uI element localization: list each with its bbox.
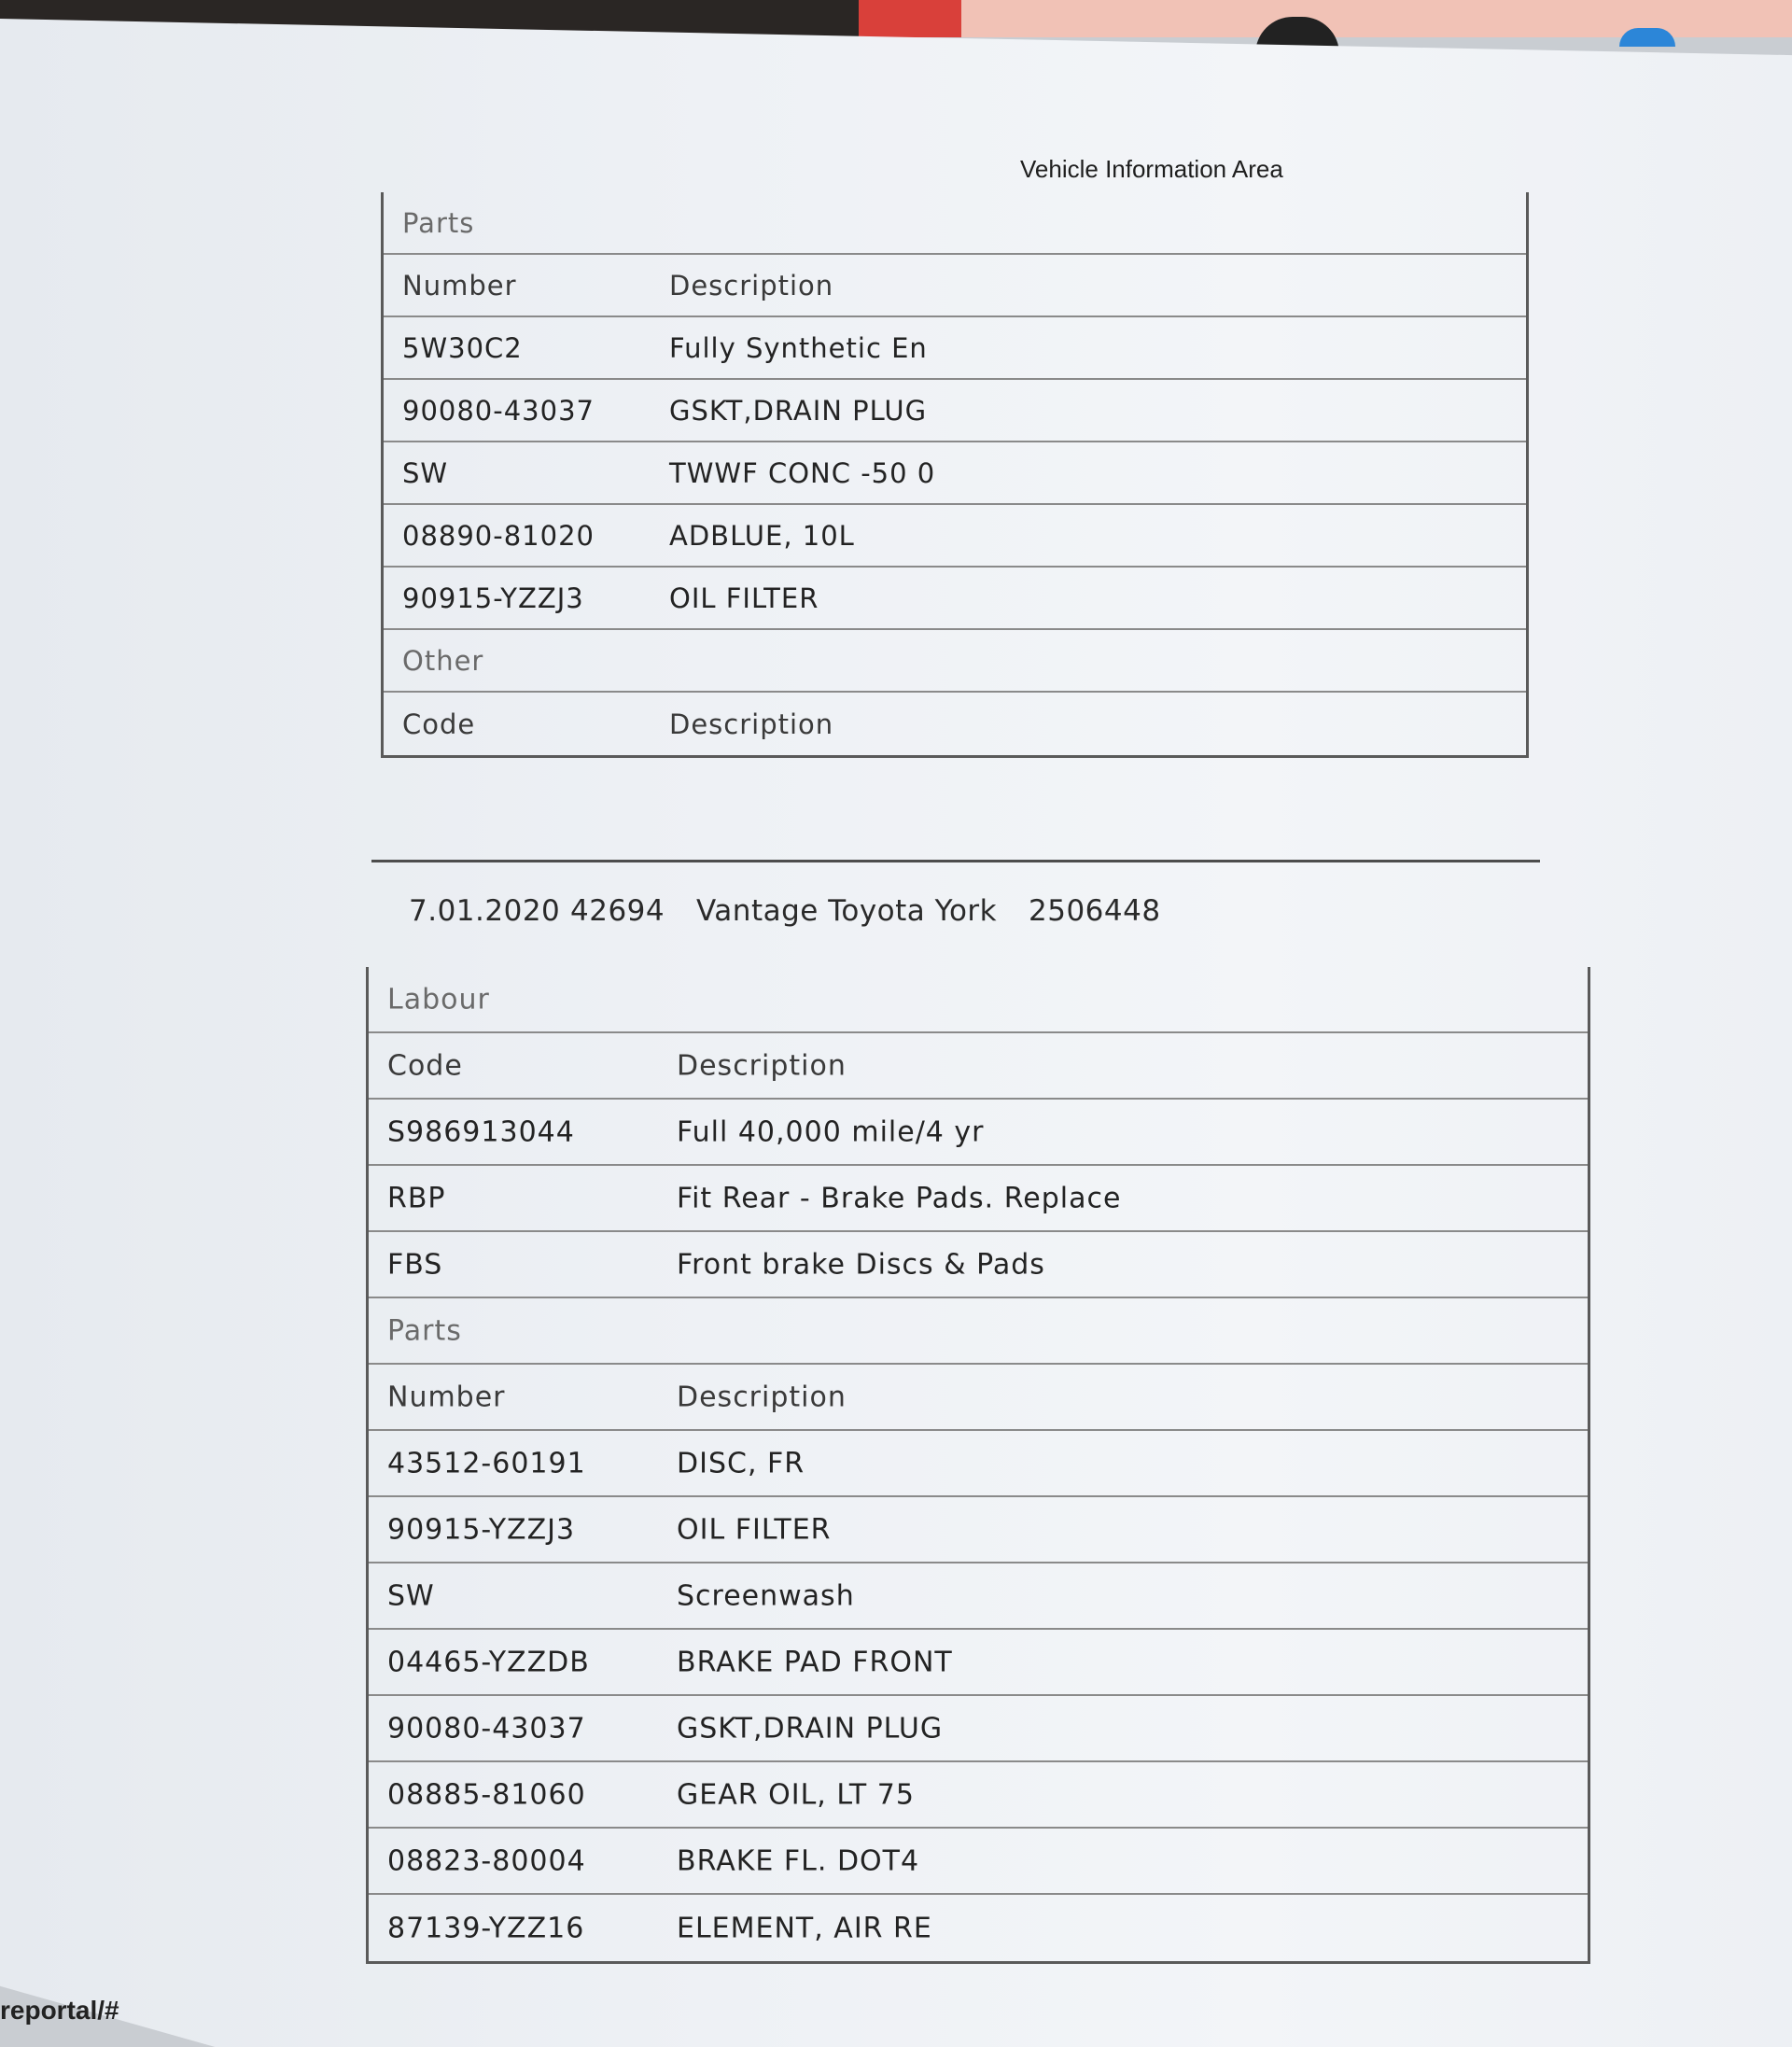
item-description: GEAR OIL, LT 75 — [677, 1778, 915, 1811]
section-title-row — [369, 1298, 1588, 1365]
page-heading: Vehicle Information Area — [1020, 155, 1283, 183]
browser-url-footer: reportal/# — [0, 1996, 119, 2025]
column-header-row — [384, 693, 1526, 755]
item-description: DISC, FR — [677, 1447, 805, 1479]
item-code: 43512-60191 — [387, 1447, 586, 1479]
item-description: BRAKE FL. DOT4 — [677, 1844, 920, 1877]
table-row — [369, 1431, 1588, 1497]
column-header: Code — [387, 1049, 463, 1082]
table-row — [384, 317, 1526, 380]
background-blue-object — [1619, 28, 1675, 47]
item-code: 08890-81020 — [402, 519, 595, 552]
table-row — [369, 1696, 1588, 1762]
column-header: Description — [677, 1381, 847, 1413]
table-row — [369, 1100, 1588, 1166]
column-header-row — [369, 1365, 1588, 1431]
item-code: 08823-80004 — [387, 1844, 586, 1877]
section-title-row — [384, 630, 1526, 693]
item-code: 90915-YZZJ3 — [402, 582, 584, 614]
table-row — [369, 1630, 1588, 1696]
column-header: Number — [402, 269, 517, 301]
item-description: GSKT,DRAIN PLUG — [669, 394, 928, 427]
section-title: Labour — [387, 983, 490, 1016]
item-description: Full 40,000 mile/4 yr — [677, 1115, 985, 1148]
item-code: 04465-YZZDB — [387, 1646, 590, 1678]
item-description: Fully Synthetic En — [669, 331, 928, 364]
item-description: TWWF CONC -50 0 — [669, 456, 936, 489]
section-title: Parts — [402, 206, 475, 239]
table-row — [384, 380, 1526, 442]
table-row — [369, 1762, 1588, 1829]
table-row — [369, 1895, 1588, 1961]
item-code: 5W30C2 — [402, 331, 523, 364]
table-row — [369, 1166, 1588, 1232]
visit-date: 7.01.2020 — [409, 894, 561, 928]
item-code: 90915-YZZJ3 — [387, 1513, 576, 1546]
column-header: Description — [669, 708, 834, 740]
item-description: BRAKE PAD FRONT — [677, 1646, 953, 1678]
column-header: Description — [669, 269, 834, 301]
item-description: ADBLUE, 10L — [669, 519, 855, 552]
table-row — [384, 442, 1526, 505]
item-description: Front brake Discs & Pads — [677, 1248, 1045, 1281]
item-code: RBP — [387, 1182, 446, 1214]
column-header: Number — [387, 1381, 506, 1413]
table-row — [369, 1563, 1588, 1630]
item-description: OIL FILTER — [677, 1513, 832, 1546]
table-row — [369, 1829, 1588, 1895]
visit-dealer: Vantage Toyota York — [696, 894, 998, 928]
section-title: Other — [402, 644, 484, 677]
section-title-row — [369, 967, 1588, 1033]
section-title: Parts — [387, 1314, 462, 1347]
column-header: Code — [402, 708, 476, 740]
item-description: OIL FILTER — [669, 582, 819, 614]
record-divider — [371, 860, 1540, 862]
section-title-row — [384, 192, 1526, 255]
visit-mileage: 42694 — [570, 894, 665, 928]
item-code: SW — [387, 1579, 435, 1612]
item-code: FBS — [387, 1248, 443, 1281]
item-code: SW — [402, 456, 449, 489]
service-history-table-1 — [381, 192, 1529, 758]
item-description: Screenwash — [677, 1579, 855, 1612]
table-row — [369, 1497, 1588, 1563]
item-description: Fit Rear - Brake Pads. Replace — [677, 1182, 1122, 1214]
item-code: 90080-43037 — [402, 394, 595, 427]
table-row — [384, 568, 1526, 630]
item-description: ELEMENT, AIR RE — [677, 1912, 932, 1944]
item-code: S986913044 — [387, 1115, 575, 1148]
table-row — [369, 1232, 1588, 1298]
item-description: GSKT,DRAIN PLUG — [677, 1712, 944, 1745]
table-row — [384, 505, 1526, 568]
service-history-table-2 — [366, 967, 1590, 1964]
item-code: 90080-43037 — [387, 1712, 586, 1745]
item-code: 08885-81060 — [387, 1778, 586, 1811]
column-header: Description — [677, 1049, 847, 1082]
column-header-row — [384, 255, 1526, 317]
column-header-row — [369, 1033, 1588, 1100]
visit-reference: 2506448 — [1029, 894, 1161, 928]
item-code: 87139-YZZ16 — [387, 1912, 585, 1944]
